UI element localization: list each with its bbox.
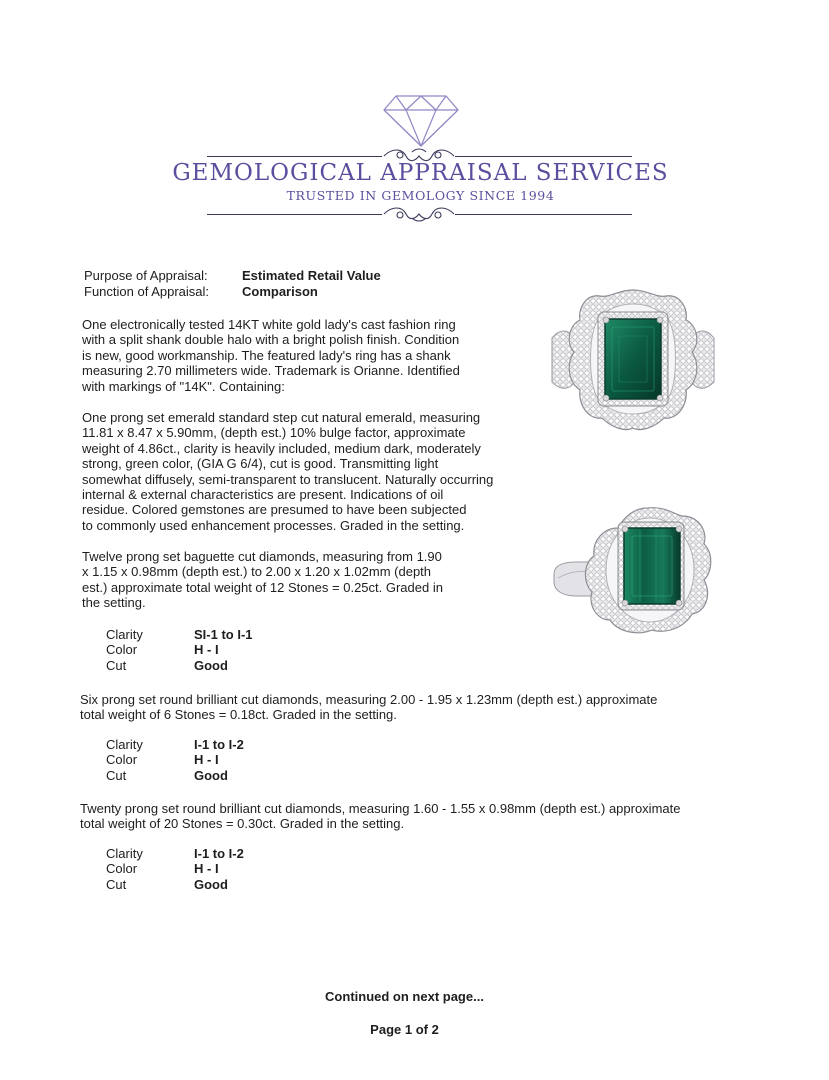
- page-number: Page 1 of 2: [370, 1022, 439, 1037]
- baguette-description: [82, 549, 443, 611]
- twenty-round-description: [80, 801, 680, 832]
- function-label: Function of Appraisal:: [84, 284, 210, 299]
- spec-value: H - I: [194, 861, 219, 877]
- emerald-line: to commonly used enhancement processes. Graded in the setting.: [82, 517, 465, 533]
- spec-row: [84, 752, 244, 767]
- header-rule-bottom-right: [455, 214, 632, 215]
- emerald-line: 11.81 x 8.47 x 5.90mm, (depth est.) 10% bulge factor, approximate: [82, 425, 466, 441]
- description-line: with a split shank double halo with a bright polish finish. Condition: [82, 332, 460, 348]
- spec-label: Cut: [106, 876, 127, 892]
- spec-label: Clarity: [106, 627, 143, 642]
- spec-label: Color: [106, 642, 138, 658]
- spec-row: [84, 737, 244, 752]
- spec-label: Cut: [106, 657, 127, 673]
- baguette-line: est.) approximate total weight of 12 Stones = 0.25ct. Graded in: [82, 579, 443, 595]
- spec-row: [84, 861, 244, 876]
- emerald-stone: [605, 319, 661, 399]
- spec-label: Color: [106, 861, 138, 877]
- function-value: Comparison: [242, 284, 318, 299]
- continued-note: Continued on next page...: [325, 989, 484, 1004]
- twenty-round-line: Twenty prong set round brilliant cut diamonds, measuring 1.60 - 1.55 x 0.98mm (depth est.) approximate: [80, 801, 681, 816]
- ring-angle-photo: [552, 500, 722, 640]
- description-line: measuring 2.70 millimeters wide. Trademark is Orianne. Identified: [82, 363, 460, 379]
- spec-row: [84, 768, 244, 783]
- spec-label: Color: [106, 752, 138, 768]
- emerald-line: residue. Colored gemstones are presumed to have been subjected: [82, 502, 467, 518]
- company-name: GEMOLOGICAL APPRAISAL SERVICES: [172, 160, 669, 186]
- spec-value: I-1 to I-2: [194, 846, 244, 861]
- baguette-specs: [84, 627, 253, 673]
- spec-value: Good: [194, 876, 228, 892]
- diamond-logo-icon: [382, 92, 460, 148]
- emerald-description: [82, 410, 493, 533]
- header-rule-top-right: [455, 156, 632, 157]
- purpose-label: Purpose of Appraisal:: [84, 268, 208, 283]
- six-round-line: total weight of 6 Stones = 0.18ct. Graded in the setting.: [80, 707, 397, 723]
- six-round-description: [80, 692, 657, 723]
- ornament-scroll-bottom-icon: [382, 204, 456, 224]
- ring-description: [82, 317, 460, 394]
- description-line: One electronically tested 14KT white gold lady's cast fashion ring: [82, 317, 456, 332]
- spec-row: [84, 877, 244, 892]
- emerald-line: weight of 4.86ct., clarity is heavily included, medium dark, moderately: [82, 440, 481, 456]
- emerald-line: somewhat diffusely, semi-transparent to translucent. Naturally occurring: [82, 471, 494, 487]
- six-round-line: Six prong set round brilliant cut diamonds, measuring 2.00 - 1.95 x 1.23mm (depth est.) approximate: [80, 692, 658, 707]
- spec-row: [84, 642, 253, 657]
- spec-label: Clarity: [106, 737, 143, 752]
- twenty-round-line: total weight of 20 Stones = 0.30ct. Graded in the setting.: [80, 816, 405, 832]
- header-rule-bottom-left: [207, 214, 382, 215]
- emerald-line: One prong set emerald standard step cut natural emerald, measuring: [82, 410, 481, 425]
- emerald-stone-angle: [624, 528, 680, 604]
- six-round-specs: [84, 737, 244, 783]
- spec-value: I-1 to I-2: [194, 737, 244, 752]
- purpose-value: Estimated Retail Value: [242, 268, 381, 283]
- spec-value: SI-1 to I-1: [194, 627, 253, 642]
- description-line: with markings of "14K". Containing:: [82, 378, 285, 394]
- spec-label: Cut: [106, 767, 127, 783]
- spec-value: H - I: [194, 642, 219, 658]
- emerald-line: strong, green color, (GIA G 6/4), cut is good. Transmitting light: [82, 456, 439, 472]
- header-rule-top-left: [207, 156, 382, 157]
- spec-value: Good: [194, 767, 228, 783]
- spec-label: Clarity: [106, 846, 143, 861]
- spec-row: [84, 846, 244, 861]
- description-line: is new, good workmanship. The featured lady's ring has a shank: [82, 347, 451, 363]
- baguette-line: the setting.: [82, 595, 146, 611]
- ring-front-photo: [548, 286, 718, 434]
- appraisal-header: [0, 88, 829, 228]
- twenty-round-specs: [84, 846, 244, 892]
- baguette-line: x 1.15 x 0.98mm (depth est.) to 2.00 x 1.20 x 1.02mm (depth: [82, 564, 432, 580]
- baguette-line: Twelve prong set baguette cut diamonds, measuring from 1.90: [82, 549, 442, 564]
- spec-row: [84, 658, 253, 673]
- company-tagline: TRUSTED IN GEMOLOGY SINCE 1994: [286, 188, 555, 203]
- spec-row: [84, 627, 253, 642]
- spec-value: H - I: [194, 752, 219, 768]
- emerald-line: internal & external characteristics are present. Indications of oil: [82, 487, 444, 503]
- spec-value: Good: [194, 657, 228, 673]
